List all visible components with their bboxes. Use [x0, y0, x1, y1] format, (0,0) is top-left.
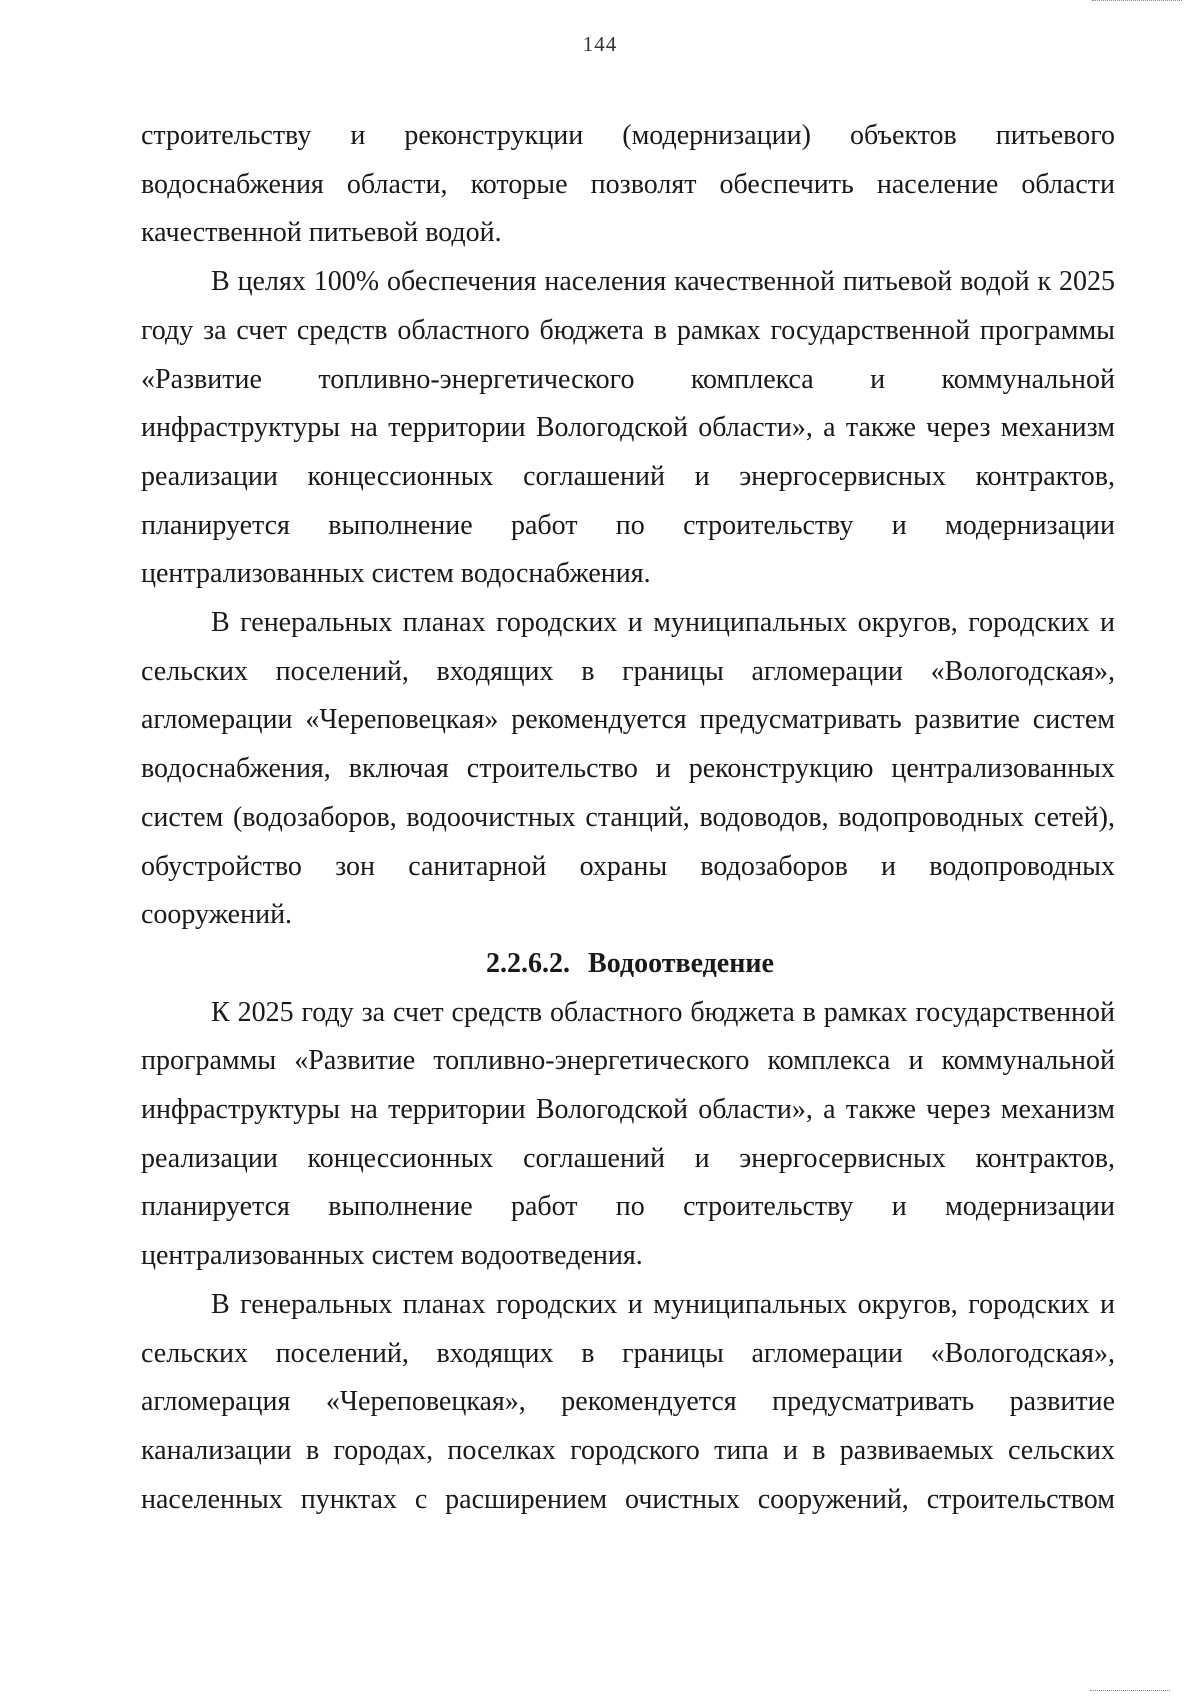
section-title: Водоотведение [588, 947, 774, 979]
paragraph-water-supply-program: В целях 100% обеспечения населения качественной питьевой водой к 2025 году за счет средств областного бюджета в рамках государственной программы «Развитие топливно-энергетического комплекса и коммунальной инфраструктуры на территории Вологодской области», а также через механизм реализации концессионных соглашений и энергосервисных контрактов, планируется выполнение работ по строительству и модернизации централизованных систем водоснабжения. [141, 266, 1115, 590]
section-heading [141, 940, 1115, 989]
paragraph-water-supply-general-plans: В генеральных планах городских и муниципальных округов, городских и сельских поселений, входящих в границы агломерации «Вологодская», агломерации «Череповецкая» рекомендуется предусматривать развитие систем водоснабжения, включая строительство и реконструкцию централизованных систем (водозаборов, водоочистных станций, водоводов, водопроводных сетей), обустройство зон санитарной охраны водозаборов и водопроводных сооружений. [141, 607, 1115, 931]
paragraph-wastewater-general-plans: В генеральных планах городских и муниципальных округов, городских и сельских поселений, входящих в границы агломерации «Вологодская», агломерация «Череповецкая», рекомендуется предусматривать развитие канализации в городах, поселках городского типа и в развиваемых сельских населенных пунктах с расширением очистных сооружений, строительством [141, 1288, 1115, 1515]
section-number: 2.2.6.2. [486, 947, 571, 979]
page-number: 144 [582, 32, 618, 56]
document-body [141, 112, 1115, 1524]
scan-edge-mark-bottom [1090, 1686, 1170, 1691]
scan-edge-mark-top [1092, 0, 1182, 5]
paragraph-water-supply-continuation: строительству и реконструкции (модернизации) объектов питьевого водоснабжения области, которые позволят обеспечить население области качественной питьевой водой. [141, 120, 1115, 249]
paragraph-wastewater-program: К 2025 году за счет средств областного бюджета в рамках государственной программы «Развитие топливно-энергетического комплекса и коммунальной инфраструктуры на территории Вологодской области», а также через механизм реализации концессионных соглашений и энергосервисных контрактов, планируется выполнение работ по строительству и модернизации централизованных систем водоотведения. [141, 996, 1115, 1272]
